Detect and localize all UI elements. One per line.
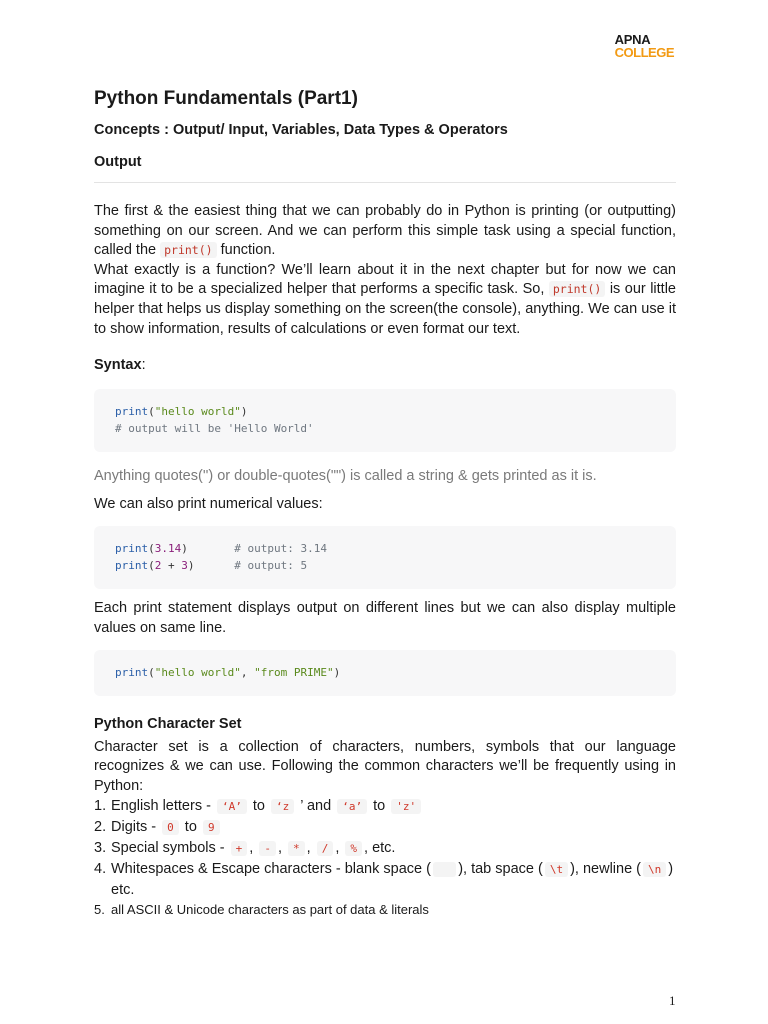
code-number: 3 <box>181 558 188 572</box>
page-title: Python Fundamentals (Part1) <box>94 88 358 109</box>
code-pill: 9 <box>203 820 220 835</box>
code-comment: # output: 3.14 <box>234 542 327 556</box>
code-pill: / <box>317 841 334 856</box>
concepts-heading: Concepts : Output/ Input, Variables, Data Types & Operators <box>94 122 508 138</box>
code-pill: ‘A’ <box>217 799 247 814</box>
syntax-bold: Syntax <box>94 357 142 374</box>
list-text: ), tab space ( <box>458 861 543 878</box>
syntax-label <box>94 357 676 373</box>
code-pill: \n <box>643 862 666 877</box>
code-string: "hello world" <box>154 665 241 679</box>
code-pill: 0 <box>162 820 179 835</box>
code-fn: print <box>115 542 149 556</box>
list-text: , <box>249 840 258 857</box>
list-text: , <box>306 840 315 857</box>
code-block-numbers <box>94 526 676 589</box>
function-paragraph <box>94 261 676 339</box>
content <box>94 88 676 920</box>
apna-college-logo <box>615 33 674 59</box>
list-text: ), newline ( <box>570 861 641 878</box>
list-text: to <box>248 798 269 815</box>
syntax-colon: : <box>141 357 146 374</box>
numeric-intro: We can also print numerical values: <box>94 495 323 512</box>
logo-line-1: APNA <box>614 32 651 47</box>
code-comma: , <box>240 665 255 679</box>
intro-paragraph <box>94 202 676 261</box>
list-text: English letters - <box>111 798 215 815</box>
multi-line-note: Each print statement displays output on different lines but we can also display multiple values on same line. <box>94 600 676 636</box>
list-text: ) etc. <box>111 861 674 899</box>
logo-line-2: COLLEGE <box>614 45 674 60</box>
code-string: "from PRIME" <box>254 665 334 679</box>
code-paren: ) <box>187 558 195 572</box>
code-pill: 'z' <box>391 799 421 814</box>
code-paren: ) <box>240 405 248 419</box>
code-pill: ‘z <box>271 799 294 814</box>
list-text: ’ and <box>296 798 336 815</box>
list-text: all ASCII & Unicode characters as part of data & literals <box>111 902 429 918</box>
list-text: Whitespaces & Escape characters - blank space ( <box>111 861 431 878</box>
list-text: , <box>335 840 344 857</box>
code-pill: % <box>345 841 362 856</box>
code-fn: print <box>115 405 149 419</box>
intro-text-2: function. <box>216 242 276 259</box>
charset-list <box>94 796 676 920</box>
list-number: 5. <box>94 902 105 918</box>
code-pill: + <box>231 841 248 856</box>
string-note: Anything quotes('') or double-quotes("") is called a string & gets printed as it is. <box>94 468 597 485</box>
code-paren: ( <box>148 405 155 419</box>
code-pill: \t <box>545 862 568 877</box>
code-paren: ( <box>148 558 155 572</box>
code-fn: print <box>115 665 149 679</box>
code-number: 2 <box>154 558 162 572</box>
charset-desc: Character set is a collection of characters, numbers, symbols that our language recognizes & we can use. Following the common characters we’ll be frequently using in Python: <box>94 738 676 794</box>
list-text: Digits - <box>111 819 161 836</box>
code-number: 3.14 <box>154 542 182 556</box>
code-paren: ) <box>181 542 188 556</box>
section-divider <box>94 182 676 183</box>
code-pill: * <box>288 841 305 856</box>
intro-text-3: What exactly is a function? We’ll learn about it in the next chapter but for now we can imagine it to be a specialized helper that performs a specific task. So, <box>94 261 676 298</box>
list-text: , etc. <box>364 840 396 857</box>
list-number: 2. <box>94 819 107 836</box>
code-pill: ‘a’ <box>337 799 367 814</box>
code-comment: # output: 5 <box>234 558 308 572</box>
charset-heading: Python Character Set <box>94 715 242 732</box>
code-operator: + <box>161 558 182 572</box>
code-paren: ) <box>333 665 341 679</box>
code-paren: ( <box>148 665 155 679</box>
code-block-multi <box>94 650 676 696</box>
list-number: 1. <box>94 798 107 815</box>
list-text: , <box>277 840 287 857</box>
code-pill <box>433 862 456 877</box>
code-comment: # output will be 'Hello World' <box>115 421 314 435</box>
list-number: 3. <box>94 840 107 857</box>
code-paren: ( <box>148 542 155 556</box>
code-string: "hello world" <box>154 405 241 419</box>
list-number: 4. <box>94 861 107 878</box>
list-item <box>94 796 676 817</box>
list-text: Special symbols - <box>111 840 229 857</box>
list-text: to <box>180 819 201 836</box>
code-fn: print <box>115 558 149 572</box>
intro-text-4: is our little helper that helps us display something on the screen(the console), anything. We can use it to show information, results of calculations or even format our text. <box>94 281 676 337</box>
inline-code-print: print() <box>160 242 216 258</box>
output-heading: Output <box>94 154 142 170</box>
list-text: to <box>369 798 390 815</box>
intro-text-1: The first & the easiest thing that we can probably do in Python is printing (or outputting) something on our screen. And we can perform this simple task using a special function, called the <box>94 203 676 259</box>
list-item <box>94 859 676 900</box>
list-item <box>94 838 676 859</box>
inline-code-print-2: print() <box>549 281 605 297</box>
page-number: 1 <box>669 993 676 1008</box>
list-item <box>94 900 676 920</box>
code-block-hello <box>94 389 676 452</box>
list-item <box>94 817 676 838</box>
code-pill: - <box>259 841 276 856</box>
